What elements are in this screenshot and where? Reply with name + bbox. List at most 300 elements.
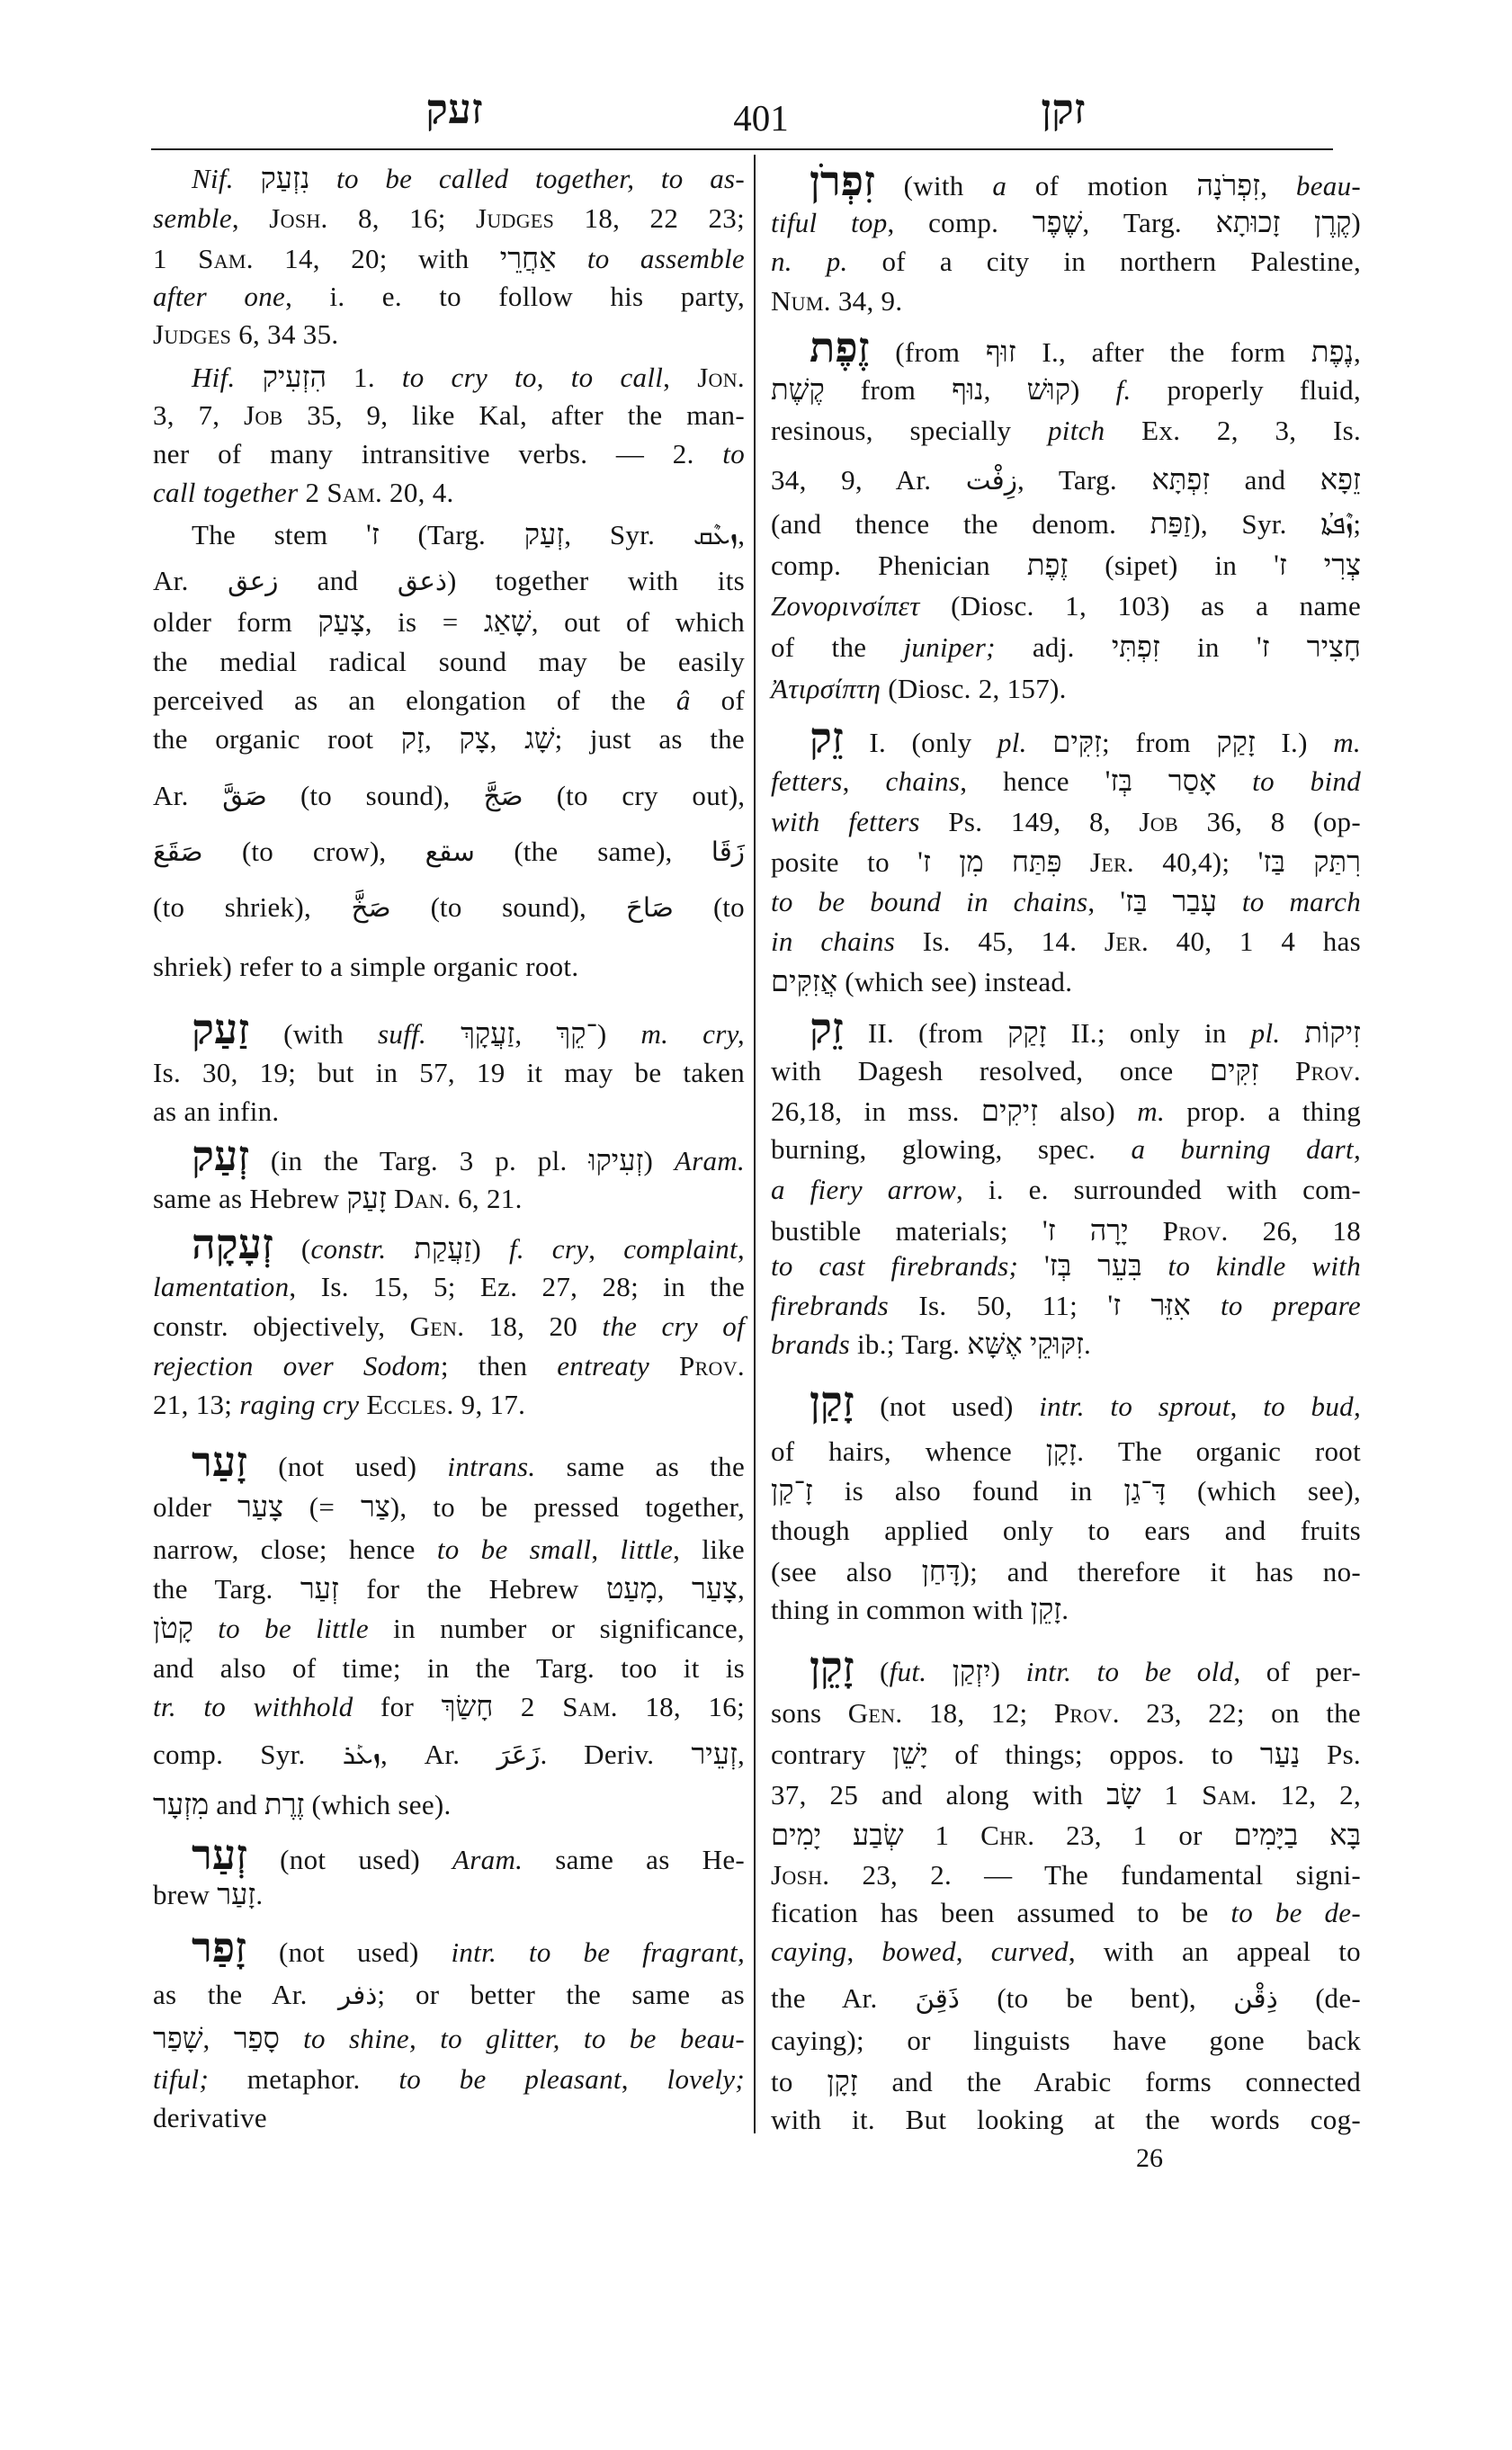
headword: זְעָקָה bbox=[192, 1222, 273, 1268]
book-abbreviation: Job bbox=[1139, 806, 1178, 837]
hebrew-word: זָק bbox=[400, 722, 425, 755]
text-run: constr. objectively, bbox=[153, 1310, 410, 1342]
entry-line bbox=[771, 282, 1361, 321]
text-run: I.) bbox=[1255, 727, 1334, 758]
text-run: . bbox=[1061, 1594, 1069, 1625]
signature-mark: 26 bbox=[1136, 2143, 1163, 2173]
book-abbreviation: Prov. bbox=[1053, 1697, 1120, 1729]
italic-text: â bbox=[675, 684, 691, 716]
italic-text: raging cry bbox=[239, 1389, 360, 1420]
hebrew-word: זָקָן bbox=[827, 2065, 858, 2097]
arabic-word: زَقَا bbox=[711, 836, 745, 867]
entry-line bbox=[153, 642, 745, 682]
text-run: ner of many intransitive verbs. — 2. bbox=[153, 438, 723, 469]
italic-text: the cry of bbox=[602, 1310, 745, 1342]
hebrew-word: רִתַּק בַּז' bbox=[1257, 845, 1361, 878]
arabic-word: صَاحَ bbox=[625, 892, 674, 923]
text-run bbox=[649, 1350, 679, 1381]
entry-line bbox=[771, 1645, 1361, 1691]
text-run: (to sound), bbox=[390, 891, 626, 923]
text-run: thing in common with bbox=[771, 1594, 1031, 1625]
hebrew-word: חָשַׂךְ bbox=[441, 1690, 494, 1722]
text-run: , is = bbox=[364, 606, 484, 638]
text-run: ), to be pressed together, bbox=[389, 1491, 746, 1523]
text-run: ) bbox=[1351, 207, 1361, 238]
hebrew-word: זַעֲקַת bbox=[414, 1232, 472, 1265]
text-run: (in the Targ. 3 p. pl. bbox=[249, 1145, 589, 1176]
entry-line bbox=[153, 277, 745, 317]
entry-line bbox=[771, 1431, 1361, 1471]
text-run: ; or better the same as bbox=[377, 1979, 745, 2010]
text-run: properly fluid, bbox=[1131, 374, 1361, 406]
arabic-word: ذَقِنَ bbox=[915, 1983, 960, 2014]
text-run: 1 bbox=[153, 243, 199, 274]
text-run: as an infin. bbox=[153, 1095, 280, 1127]
italic-text: rejection over Sodom bbox=[153, 1350, 441, 1381]
text-run: , bbox=[202, 2023, 234, 2054]
hebrew-word: שָׁג bbox=[524, 722, 555, 755]
italic-text: caying bbox=[771, 1936, 847, 1967]
text-run: (not used) bbox=[854, 1390, 1040, 1422]
entry-line bbox=[153, 1833, 746, 1879]
entry-line bbox=[153, 1649, 745, 1688]
text-run: , bbox=[591, 1533, 621, 1565]
entry-line bbox=[771, 1324, 1361, 1364]
entry-line bbox=[153, 1346, 745, 1386]
entry-line bbox=[771, 326, 1361, 371]
text-run: brew bbox=[153, 1879, 218, 1910]
text-run: . bbox=[1084, 1328, 1092, 1360]
italic-text: chains bbox=[885, 765, 961, 797]
entry-line bbox=[153, 1874, 745, 1914]
entry-line bbox=[153, 888, 745, 927]
hebrew-word: צַר bbox=[360, 1490, 390, 1523]
text-run: , bbox=[588, 1233, 624, 1265]
text-run: , like bbox=[673, 1533, 745, 1565]
arabic-word: ذفر bbox=[337, 1980, 378, 2010]
hebrew-word: זָקַק bbox=[1216, 726, 1256, 758]
headword: זָעַר bbox=[192, 1440, 248, 1486]
text-run: comp. Phenician bbox=[771, 550, 1027, 581]
text-run: I. (only bbox=[843, 727, 998, 758]
text-run: derivative bbox=[153, 2102, 267, 2133]
book-abbreviation: Josh. bbox=[269, 202, 328, 234]
entry-line bbox=[153, 473, 745, 513]
text-run: (Diosc. 1, 103) as a name bbox=[919, 590, 1361, 621]
text-run: (not used) bbox=[246, 1936, 452, 1968]
text-run: , bbox=[955, 1936, 991, 1967]
text-run: , Targ. bbox=[1016, 464, 1152, 496]
book-abbreviation: Prov. bbox=[679, 1350, 745, 1381]
text-run: of the bbox=[771, 631, 904, 663]
book-abbreviation: Num. bbox=[771, 285, 831, 317]
italic-text: to prepare bbox=[1190, 1290, 1361, 1321]
italic-text: to bbox=[722, 438, 745, 469]
text-run: bustible materials; bbox=[771, 1215, 1042, 1247]
text-run: , bbox=[1087, 886, 1121, 917]
book-abbreviation: Jon. bbox=[697, 362, 745, 393]
entry-line bbox=[771, 1130, 1361, 1169]
hebrew-word: זָקֵן bbox=[1030, 1593, 1062, 1625]
arabic-word: صَخَّ bbox=[351, 892, 391, 923]
hebrew-word: זָעַר bbox=[217, 1878, 256, 1910]
text-run: ib.; Targ. bbox=[849, 1328, 968, 1360]
entry-line bbox=[153, 602, 745, 641]
italic-text: to be pleasant bbox=[398, 2063, 622, 2095]
hebrew-word: שָׂב bbox=[1106, 1778, 1141, 1811]
hebrew-word: הִזְעִיק bbox=[262, 361, 327, 393]
text-run: narrow, close; hence bbox=[153, 1533, 437, 1565]
entry-line bbox=[153, 832, 745, 872]
entry-line bbox=[771, 545, 1361, 585]
entry-line bbox=[771, 1775, 1361, 1814]
text-run: 6, 34 35. bbox=[231, 318, 339, 350]
book-abbreviation: Sam. bbox=[562, 1691, 618, 1722]
italic-text: intr. to be old bbox=[1025, 1656, 1234, 1687]
text-run: sons bbox=[771, 1697, 848, 1729]
text-run: , Is. 15, 5; Ez. 27, 28; in the bbox=[289, 1271, 745, 1302]
italic-text: to kindle with bbox=[1141, 1250, 1361, 1282]
text-run: 1 bbox=[1141, 1779, 1203, 1811]
italic-text: a bbox=[992, 170, 1007, 201]
italic-text: to cry to bbox=[401, 362, 537, 393]
text-run: Is. 50, 11; bbox=[889, 1290, 1108, 1321]
text-run: older bbox=[153, 1491, 237, 1523]
entry-line bbox=[771, 1285, 1361, 1325]
entry-line bbox=[771, 242, 1361, 282]
entry-line bbox=[153, 238, 745, 278]
entry-line bbox=[153, 561, 745, 601]
italic-text: to be little bbox=[192, 1613, 369, 1644]
hebrew-word: מִזְעָר bbox=[153, 1788, 210, 1820]
book-abbreviation: Eccles. bbox=[366, 1389, 454, 1420]
hebrew-word: זֶרֶת bbox=[264, 1788, 305, 1820]
text-run: and also of time; in the Targ. too it is bbox=[153, 1652, 745, 1684]
text-run: for bbox=[353, 1691, 442, 1722]
book-abbreviation: Prov. bbox=[1295, 1055, 1361, 1086]
text-run: fication has been assumed to be bbox=[771, 1897, 1231, 1928]
italic-text: f. cry bbox=[508, 1233, 589, 1265]
text-run: adj. bbox=[995, 631, 1112, 663]
text-run: , bbox=[737, 1739, 746, 1770]
book-abbreviation: Judges bbox=[476, 202, 555, 234]
entry-line bbox=[153, 1267, 745, 1307]
syriac-word: ܙܶܦܬܳܐ bbox=[1320, 509, 1354, 540]
entry-line bbox=[153, 1134, 745, 1180]
text-run bbox=[426, 1018, 461, 1050]
book-abbreviation: Sam. bbox=[327, 477, 382, 508]
italic-text: curved bbox=[990, 1936, 1069, 1967]
text-run: is also found in bbox=[812, 1475, 1124, 1507]
italic-text: to bud, bbox=[1263, 1390, 1361, 1422]
italic-text: Aram. bbox=[674, 1145, 745, 1176]
book-abbreviation: Gen. bbox=[409, 1310, 465, 1342]
hebrew-word: זִיקִים bbox=[980, 1095, 1039, 1127]
text-run: (which see) instead. bbox=[837, 966, 1073, 997]
hebrew-word: זִקִּים bbox=[1052, 726, 1103, 758]
syriac-word: ܙܥܶܩ bbox=[693, 520, 738, 550]
text-run: comp. Syr. bbox=[153, 1739, 343, 1770]
italic-text: Nif. bbox=[192, 163, 234, 194]
text-run: (with bbox=[874, 170, 993, 201]
entry-line bbox=[771, 1694, 1361, 1733]
entry-line bbox=[771, 922, 1361, 961]
text-run: ; then bbox=[440, 1350, 558, 1381]
entry-line bbox=[771, 961, 1361, 1001]
text-run: , bbox=[737, 1573, 746, 1605]
text-run: , bbox=[424, 723, 460, 755]
entry-line bbox=[153, 1307, 745, 1346]
italic-text: fetters bbox=[771, 765, 843, 797]
text-run: , hence bbox=[960, 765, 1105, 797]
entry-line bbox=[153, 681, 745, 720]
text-run bbox=[926, 1656, 952, 1687]
text-run: The stem bbox=[192, 519, 367, 550]
text-run: 6, 21. bbox=[451, 1183, 523, 1214]
hebrew-word: אָסַר בְּז' bbox=[1105, 765, 1217, 797]
arabic-word: زعق bbox=[228, 566, 279, 596]
hebrew-word: צָעַר bbox=[237, 1490, 283, 1523]
text-run: , out of which bbox=[531, 606, 745, 638]
entry-line bbox=[771, 460, 1361, 499]
text-run: and bbox=[1210, 464, 1320, 496]
book-abbreviation: Prov. bbox=[1162, 1215, 1229, 1247]
headword: זִפְרֹן bbox=[810, 159, 875, 205]
italic-text: to cast firebrands; bbox=[771, 1250, 1019, 1282]
entry-line bbox=[153, 2018, 745, 2058]
text-run: 40, 1 4 has bbox=[1149, 925, 1361, 957]
italic-text: call together bbox=[153, 477, 299, 508]
text-run: Ar. bbox=[153, 565, 228, 596]
headword: זֶפֶת bbox=[810, 326, 870, 371]
hebrew-word: זְעֵיר bbox=[691, 1738, 738, 1770]
hebrew-word: זִיקוֹת bbox=[1304, 1016, 1362, 1049]
entry-line bbox=[153, 776, 745, 816]
headword: זֵק bbox=[810, 1006, 844, 1052]
text-run: (which see). bbox=[304, 1789, 452, 1820]
hebrew-word: זִפְתָּא bbox=[1151, 463, 1211, 496]
hebrew-word: קֶשֶׁת bbox=[771, 373, 825, 406]
entry-line bbox=[771, 881, 1361, 921]
entry-line bbox=[771, 669, 1361, 709]
text-run: 12, 2, bbox=[1257, 1779, 1361, 1811]
entry-line bbox=[771, 411, 1361, 451]
headword: זָקַן bbox=[810, 1380, 854, 1426]
book-abbreviation: Judges bbox=[153, 318, 232, 350]
text-run: I., after the form bbox=[1015, 336, 1311, 368]
hebrew-word: עָבַר בַּז' bbox=[1120, 885, 1218, 917]
text-run: . The organic root bbox=[1077, 1435, 1361, 1467]
text-run: (Targ. bbox=[379, 519, 524, 550]
entry-line bbox=[153, 1975, 745, 2015]
hebrew-word: אַחֲרֵי bbox=[499, 242, 557, 274]
text-run: same as Hebrew bbox=[153, 1183, 347, 1214]
entry-line bbox=[153, 1487, 745, 1526]
text-run: 18, 22 23; bbox=[554, 202, 745, 234]
hebrew-word: יָשֵׁן bbox=[892, 1738, 928, 1770]
hebrew-word: זַפַּת bbox=[1150, 507, 1192, 540]
text-run: . bbox=[255, 1879, 264, 1910]
italic-text: a burning dart, bbox=[1131, 1133, 1361, 1165]
hebrew-word: צָעַר bbox=[691, 1572, 738, 1605]
italic-text: to be de- bbox=[1230, 1897, 1361, 1928]
entry-line bbox=[153, 1222, 745, 1268]
entry-line bbox=[771, 842, 1361, 881]
book-abbreviation: Sam. bbox=[198, 243, 254, 274]
arabic-word: ذِقْن bbox=[1233, 1983, 1278, 2014]
italic-text: beau- bbox=[1295, 170, 1361, 201]
arabic-word: صَقَّ bbox=[222, 781, 267, 811]
italic-text: bowed bbox=[881, 1936, 956, 1967]
text-run: older form bbox=[153, 606, 318, 638]
text-run: and bbox=[278, 565, 398, 596]
italic-text: lovely; bbox=[667, 2063, 745, 2095]
entry-line bbox=[771, 159, 1361, 205]
text-run: for the Hebrew bbox=[338, 1573, 606, 1605]
text-run: , bbox=[1260, 170, 1296, 201]
text-run: II. (from bbox=[843, 1017, 1008, 1049]
text-run bbox=[1018, 1250, 1044, 1282]
text-run: , of per- bbox=[1233, 1656, 1361, 1687]
entry-line bbox=[771, 1815, 1361, 1855]
headword: זְעַר bbox=[192, 1833, 248, 1879]
text-run: 40,4); bbox=[1134, 846, 1258, 878]
entry-line bbox=[771, 761, 1361, 800]
text-run: in number or significance, bbox=[368, 1613, 745, 1644]
entry-line bbox=[153, 514, 745, 554]
text-run: ) bbox=[596, 1018, 641, 1050]
entry-line bbox=[771, 716, 1361, 762]
text-run: , bbox=[846, 1936, 882, 1967]
text-run: 14, 20; with bbox=[253, 243, 500, 274]
entry-line bbox=[771, 2021, 1361, 2061]
hebrew-word: אִזֵּר ז' bbox=[1107, 1289, 1191, 1321]
hebrew-word: שְׂבַע יָמִים bbox=[771, 1819, 904, 1851]
italic-text: fut. bbox=[889, 1656, 927, 1687]
hebrew-word: זוּף bbox=[985, 335, 1016, 368]
text-run bbox=[387, 1183, 394, 1214]
italic-text: complaint, bbox=[623, 1233, 745, 1265]
text-run: 26,18, in mss. bbox=[771, 1095, 981, 1127]
text-run: (Diosc. 2, 157). bbox=[881, 673, 1067, 704]
italic-text: brands bbox=[771, 1328, 850, 1360]
text-run: and the Arabic forms connected bbox=[857, 2066, 1361, 2097]
text-run bbox=[1280, 1017, 1304, 1049]
text-run: (which see), bbox=[1166, 1475, 1362, 1507]
hebrew-word: זְעַר bbox=[300, 1572, 339, 1605]
text-run: metaphor. bbox=[209, 2063, 399, 2095]
text-run: , bbox=[663, 362, 698, 393]
italic-text: after one bbox=[153, 281, 286, 312]
italic-text: tiful top bbox=[771, 207, 888, 238]
text-run: 20, 4. bbox=[382, 477, 454, 508]
text-run: (to shriek), bbox=[153, 891, 352, 923]
text-run: (and thence the denom. bbox=[771, 508, 1150, 540]
text-run: Ps. bbox=[1300, 1739, 1361, 1770]
italic-text: m. bbox=[1333, 727, 1361, 758]
hebrew-word: ז' bbox=[366, 518, 380, 550]
italic-text: to be bound in chains bbox=[771, 886, 1088, 917]
text-run: ; from bbox=[1102, 727, 1217, 758]
italic-text: intrans. bbox=[447, 1451, 536, 1482]
book-abbreviation: Chr. bbox=[980, 1820, 1035, 1851]
hebrew-word: זְעִיקוּ bbox=[588, 1144, 644, 1176]
entry-line bbox=[771, 1380, 1361, 1426]
italic-text: suff. bbox=[378, 1018, 427, 1050]
text-run: 37, 25 and along with bbox=[771, 1779, 1107, 1811]
text-run: though applied only to ears and fruits bbox=[771, 1515, 1361, 1546]
text-run: 23, 1 or bbox=[1034, 1820, 1234, 1851]
text-run: 18, 12; bbox=[902, 1697, 1054, 1729]
italic-text: to call bbox=[570, 362, 664, 393]
entry-line bbox=[771, 1471, 1361, 1510]
text-run: 8, 16; bbox=[327, 202, 476, 234]
hebrew-word: זִקִּים bbox=[1209, 1054, 1259, 1086]
hebrew-word: מָעַט bbox=[605, 1572, 658, 1605]
book-abbreviation: Jer. bbox=[1089, 846, 1134, 878]
entry-line bbox=[153, 315, 745, 354]
entry-line bbox=[771, 2061, 1361, 2101]
text-run: in bbox=[1159, 631, 1257, 663]
entry-line bbox=[771, 370, 1361, 409]
italic-text: intr. to be fragrant, bbox=[451, 1936, 745, 1968]
entry-line bbox=[153, 1440, 745, 1486]
entry-line bbox=[153, 199, 745, 238]
italic-text: a fiery arrow bbox=[771, 1174, 956, 1205]
text-run: (to be bent), bbox=[959, 1982, 1234, 2014]
text-run: , bbox=[514, 1018, 557, 1050]
text-run: Ex. 2, 3, Is. bbox=[1105, 415, 1361, 446]
italic-text: m. bbox=[1137, 1095, 1166, 1127]
text-run: 23, 22; on the bbox=[1119, 1697, 1361, 1729]
italic-text: pl. bbox=[1250, 1017, 1281, 1049]
text-run bbox=[236, 362, 263, 393]
text-run bbox=[1027, 727, 1053, 758]
text-run: , bbox=[231, 202, 270, 234]
text-run: , bbox=[621, 2063, 667, 2095]
entry-line bbox=[771, 202, 1361, 242]
book-abbreviation: Job bbox=[244, 399, 283, 431]
italic-text: to march bbox=[1217, 886, 1362, 917]
entry-line bbox=[771, 1511, 1361, 1551]
hebrew-word: צָק bbox=[459, 722, 490, 755]
hebrew-word: סָפַר bbox=[233, 2022, 280, 2054]
italic-text: Aram. bbox=[452, 1844, 523, 1875]
text-run: (not used) bbox=[247, 1451, 448, 1482]
left-guide-word: זעק bbox=[425, 86, 483, 132]
text-run: of bbox=[690, 684, 745, 716]
hebrew-word: פִּתַּח מִן ז' bbox=[917, 845, 1062, 878]
entry-line bbox=[771, 1589, 1361, 1629]
text-run: contrary bbox=[771, 1739, 893, 1770]
entry-line bbox=[771, 1170, 1361, 1210]
text-run: Ps. 149, 8, bbox=[919, 806, 1140, 837]
greek-word: Ζονορινσίπετ bbox=[771, 590, 920, 621]
text-run bbox=[1129, 1215, 1163, 1247]
text-run: shriek) refer to a simple organic root. bbox=[153, 951, 579, 982]
entry-line bbox=[153, 1926, 745, 1972]
text-run: the medial radical sound may be easily bbox=[153, 646, 745, 677]
text-run: of motion bbox=[1007, 170, 1197, 201]
entry-line bbox=[771, 504, 1361, 543]
entry-line bbox=[153, 1569, 745, 1608]
text-run: as the Ar. bbox=[153, 1979, 338, 2010]
italic-text: juniper; bbox=[903, 631, 996, 663]
entry-line bbox=[153, 1092, 745, 1131]
hebrew-word: זָעַק bbox=[346, 1182, 387, 1214]
column-divider bbox=[754, 155, 756, 2133]
hebrew-word: צָעַק bbox=[318, 605, 365, 638]
